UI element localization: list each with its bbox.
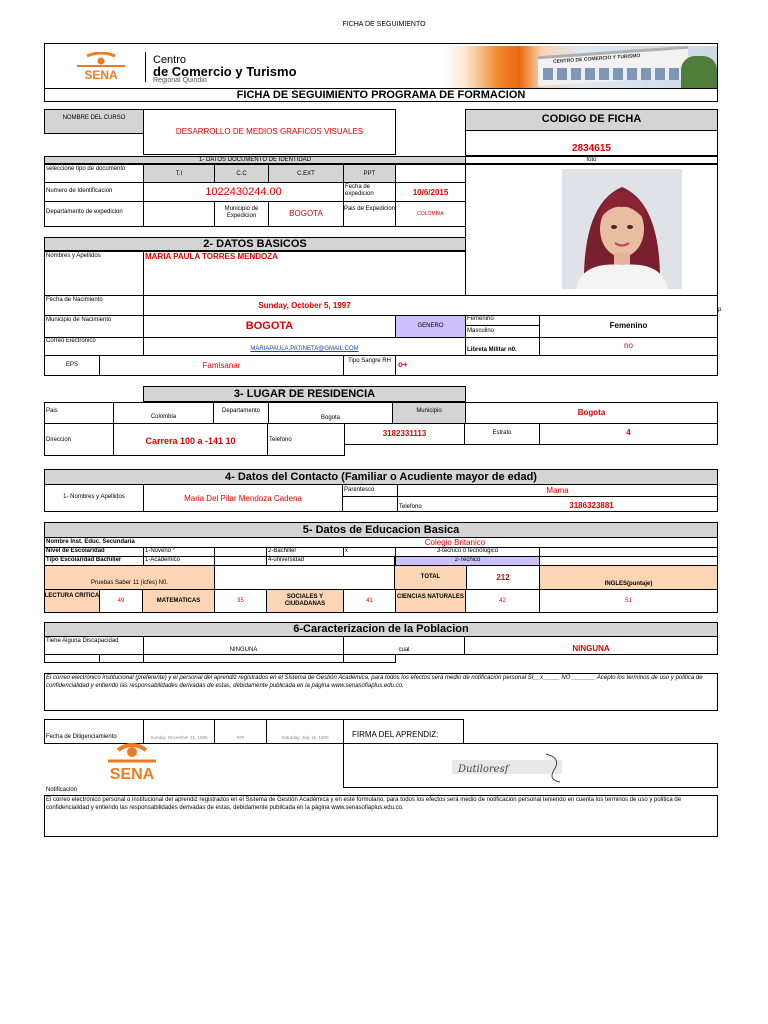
sena-logo-text: SENA (84, 68, 118, 82)
header-block (44, 43, 718, 89)
tipo-ti-label: T.I (175, 171, 183, 177)
sena-logo-footer (94, 742, 170, 784)
contacto-tel-label: Telefono (399, 504, 422, 510)
org-line2: de Comercio y Turismo (153, 64, 297, 79)
nivel-opt3: 3-tecnico o tecnologico (436, 548, 499, 554)
matematicas-value: 35 (237, 598, 244, 604)
tipo-ppt-label: PPT (363, 171, 376, 177)
building-sign: CENTRO DE COMERCIO Y TURISMO (553, 52, 641, 66)
discapacidad-label: Tiene Alguna Discapacidad (46, 638, 119, 644)
estrato-value: 4 (626, 428, 631, 437)
contacto-nombres-label: 1- Nombres y Apellidos (63, 494, 125, 500)
tipo-opt2: 2-Tecnico (454, 557, 481, 563)
total-value: 212 (496, 573, 510, 582)
legal-text-1: El correo electrónico institucional (preferente) y el personal del aprendiz registrados en el Sistema de Gestión Académica, para todos los efectos será medio de notificación personal SI__x_____ NO _______ Acepto los terminos de uso y politica de confidencialidad y entiendo las responsabilidades derivadas de estas, debidamente publicada en la página www.senasofiaplus.edu.co. (46, 675, 703, 689)
applicant-photo (562, 169, 682, 289)
sena-footer-text: SENA (109, 766, 155, 783)
tipo-cc-label: C.C (236, 171, 247, 177)
pais-exp-value: COLOMBIA (417, 211, 444, 217)
sena-logo (67, 52, 135, 84)
mun-res-label: Municipio (416, 408, 442, 414)
s2-title: 2- DATOS BASICOS (203, 238, 307, 250)
correo-value[interactable]: MARIAPAULA.PATINETA@GMAIL.COM (250, 346, 359, 352)
s6-title: 6-Caracterizacion de la Poblacion (293, 623, 469, 635)
ficha-label: CODIGO DE FICHA (541, 113, 642, 125)
num-id-value: 1022430244.00 (205, 186, 282, 198)
femenino-label: Femenino (467, 316, 494, 322)
tipo-cext-label: C.EXT (297, 171, 315, 177)
depto-exp-label: Departamento de expedicion (46, 209, 123, 215)
dir-value: Carrera 100 a -141 10 (145, 436, 236, 446)
contacto-tel-value: 3186323881 (569, 501, 614, 510)
cual-label: cual (398, 647, 410, 653)
pais-exp-label: Pais de Expedicion (343, 206, 396, 212)
page-title: FICHA DE SEGUIMIENTO (342, 21, 426, 28)
org-line1: Centro (153, 54, 187, 66)
pais-res-value: Colombia (150, 414, 177, 420)
mun-res-value: Bogota (577, 408, 606, 417)
discapacidad-value: NINGUNA (229, 647, 258, 653)
correo-label: Correo Electrónico (46, 338, 96, 344)
s5-title: 5- Datos de Educacion Basica (302, 524, 460, 536)
s3-title: 3- LUGAR DE RESIDENCIA (233, 388, 376, 400)
nacimiento-label: Fecha de Nacimiento (46, 297, 103, 303)
rh-label: Tipo Sangre RH (348, 358, 391, 364)
cual-value: NINGUNA (572, 644, 610, 653)
ingles-label: INGLES(puntaje) (604, 581, 653, 587)
nombres-value: MARIA PAULA TORRES MENDOZA (145, 252, 278, 261)
masculino-label: Masculino (467, 328, 495, 334)
tel-res-value: 3182331113 (382, 429, 427, 438)
sociales-label: SOCIALES Y CIUDADANAS (284, 594, 326, 607)
depto-res-label: Departamento (221, 408, 261, 414)
total-label: TOTAL (420, 574, 441, 580)
mun-nac-value: BOGOTA (245, 320, 294, 332)
eps-label: EPS (65, 362, 78, 368)
mun-exp-value: BOGOTA (289, 209, 323, 218)
lectura-label: LECTURA CRITICA (44, 593, 100, 599)
eps-value: Famisanar (202, 361, 241, 370)
estrato-label: Estrato (492, 430, 512, 436)
pais-res-label: Pais (46, 408, 58, 414)
num-id-label: Numero de Identificacion (46, 188, 113, 194)
pruebas-label: Pruebas Saber 11 (icfes) N0. (91, 580, 168, 586)
depto-res-value: Bogota (320, 415, 341, 421)
dir-label: Direccion (46, 437, 72, 443)
foto-label: foto (586, 157, 597, 163)
curso-label: NOMBRE DEL CURSO (62, 115, 126, 121)
nivel-opt1: 1-Noveno ° (145, 548, 176, 554)
ciencias-value: 42 (499, 598, 506, 604)
nivel-label: Nivel de Escolaridad (46, 548, 105, 554)
fecha-dilig-3: Saturday, July 15, 1900 (281, 735, 329, 740)
nivel-mark: x (345, 548, 348, 554)
parentesco-value: Mama (546, 486, 569, 495)
nivel-opt2: 2-Bachiller (268, 548, 297, 554)
tipo-opt1: 1-Academico (145, 557, 181, 563)
inst-value: Colegio Britanico (424, 538, 486, 547)
building-photo (443, 46, 717, 88)
notificacion-label: Notificacion (46, 787, 78, 793)
genero-value: Femenino (609, 321, 648, 330)
tipo-doc-label: seleccione tipo de documento (46, 166, 126, 172)
fecha-dilig-1: Sunday, December 31, 1899 (150, 735, 208, 740)
legal-text-2: El correo electrónico personal o institucional del aprendiz registrados en el Sistema de Gestión Académica y en este formulario, para todos los efectos será medio de notificación personal teniendo en cuenta los terminos de uso y politica de confidencialidad y entiendo las responsabilidades derivadas de estas, debidamente publicada en la página www.senasofiaplus.edu.co. (46, 797, 682, 811)
tel-res-label: Telefono (269, 437, 292, 443)
fecha-dilig-2: ### (236, 735, 245, 740)
tipo-opt4: 4-universidad (268, 557, 305, 563)
form-title: FICHA DE SEGUIMIENTO PROGRAMA DE FORMACION (44, 88, 718, 102)
inst-label: Nombre Inst. Educ. Secundaria (46, 539, 135, 545)
libreta-value: no (624, 341, 633, 350)
fecha-exp-value: 10/6/2015 (412, 188, 449, 197)
rh-value: o+ (398, 360, 408, 369)
nombres-label: Nombres y Apellidos (46, 253, 101, 259)
ficha-value: 2834615 (572, 143, 611, 154)
tipo-esc-label: Tipo Escolaridad Bachiller (46, 557, 122, 563)
genero-label: GENERO (417, 323, 444, 329)
p-mark: p (718, 307, 722, 313)
ciencias-label: CIENCIAS NATURALES (397, 594, 464, 600)
signature-text: Dutiloresf (458, 764, 509, 775)
matematicas-label: MATEMATICAS (156, 598, 201, 604)
lectura-value: 49 (117, 598, 125, 604)
contacto-nombres-value: Maria Del Pilar Mendoza Cadena (184, 494, 302, 503)
mun-exp-label: Municipio de Expedicion (224, 206, 259, 219)
mun-nac-label: Municipio de Nacimiento (46, 317, 112, 323)
parentesco-label: Parentesco (344, 487, 375, 493)
fecha-exp-label: Fecha de expedicion (345, 184, 374, 197)
s4-title: 4- Datos del Contacto (Familiar o Acudiente mayor de edad) (225, 471, 537, 483)
ingles-value: 51 (625, 598, 632, 604)
signature-image (450, 750, 570, 786)
sociales-value: 41 (366, 598, 373, 604)
firma-label: FIRMA DEL APRENDIZ: (352, 730, 439, 739)
libreta-label: Libreta Militar n0. (467, 347, 517, 353)
nacimiento-value: Sunday, October 5, 1997 (258, 301, 351, 310)
s1-title: 1- DATOS DOCUMENTO DE IDENTIDAD (198, 157, 311, 163)
org-line3: Regional Quindio (153, 77, 207, 84)
curso-value: DESARROLLO DE MEDIOS GRAFICOS VISUALES (175, 127, 364, 136)
fecha-dilig-label: Fecha de Diligenciamiento (46, 734, 117, 740)
